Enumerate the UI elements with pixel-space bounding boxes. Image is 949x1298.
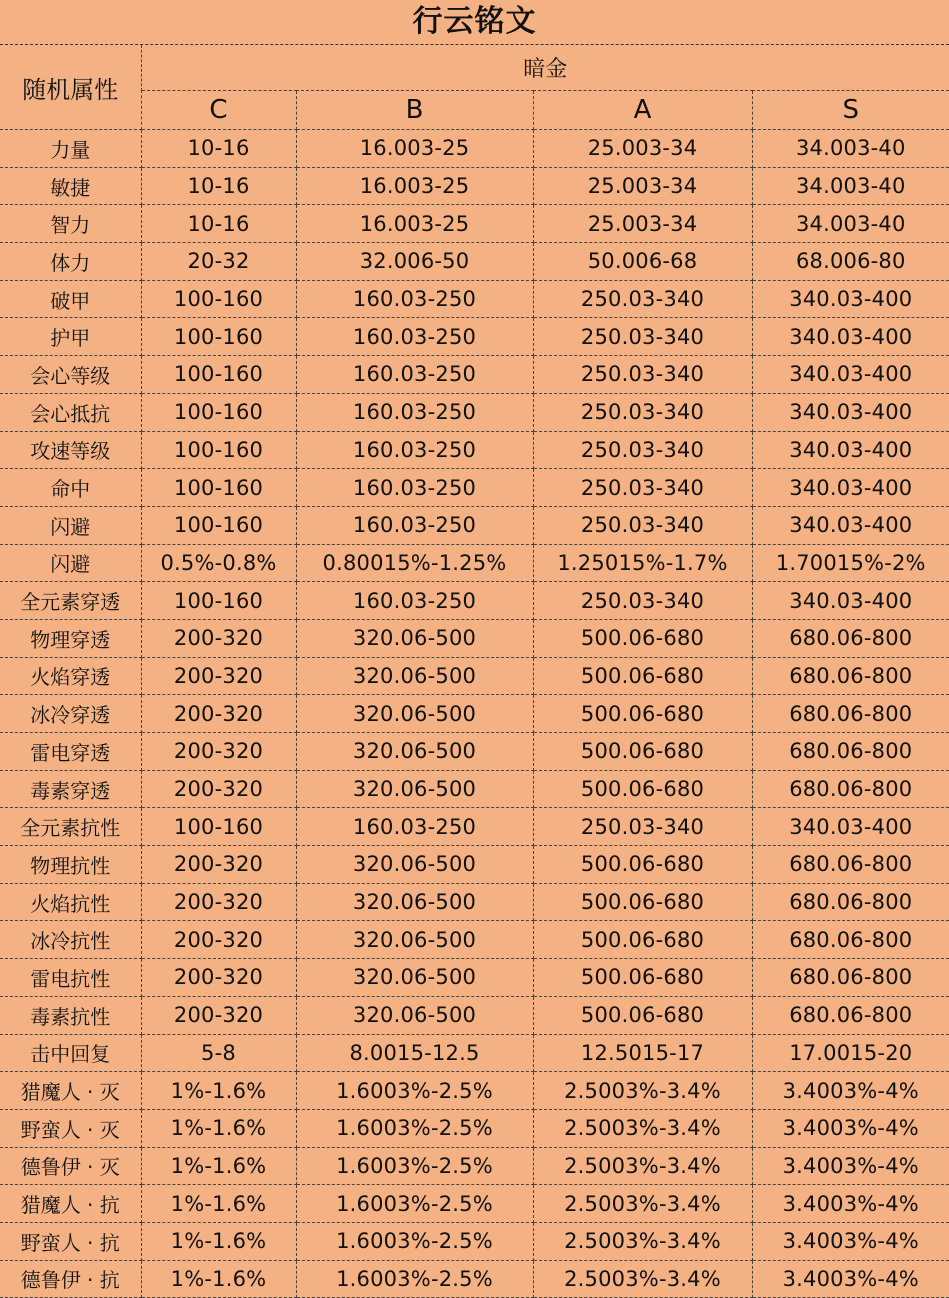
row-attribute-name: 攻速等级 xyxy=(0,431,141,469)
table-row xyxy=(0,1147,949,1185)
value-grade-b: 1.6003%-2.5% xyxy=(296,1072,533,1110)
value-grade-c: 200-320 xyxy=(141,619,296,657)
header-row-grades xyxy=(0,90,949,129)
value-grade-b: 1.6003%-2.5% xyxy=(296,1260,533,1298)
value-grade-b: 320.06-500 xyxy=(296,959,533,997)
row-attribute-name: 雷电穿透 xyxy=(0,733,141,771)
value-grade-c: 10-16 xyxy=(141,205,296,243)
value-grade-a: 2.5003%-3.4% xyxy=(533,1260,752,1298)
attribute-table xyxy=(0,45,949,1298)
value-grade-c: 10-16 xyxy=(141,130,296,168)
table-row xyxy=(0,356,949,394)
value-grade-b: 320.06-500 xyxy=(296,695,533,733)
value-grade-a: 250.03-340 xyxy=(533,506,752,544)
value-grade-a: 500.06-680 xyxy=(533,883,752,921)
value-grade-c: 200-320 xyxy=(141,959,296,997)
value-grade-a: 25.003-34 xyxy=(533,167,752,205)
value-grade-a: 500.06-680 xyxy=(533,657,752,695)
value-grade-c: 100-160 xyxy=(141,431,296,469)
row-attribute-name: 猎魔人 · 抗 xyxy=(0,1185,141,1223)
value-grade-c: 100-160 xyxy=(141,506,296,544)
value-grade-b: 16.003-25 xyxy=(296,205,533,243)
value-grade-b: 320.06-500 xyxy=(296,921,533,959)
value-grade-a: 500.06-680 xyxy=(533,619,752,657)
row-attribute-name: 会心等级 xyxy=(0,356,141,394)
value-grade-c: 200-320 xyxy=(141,733,296,771)
value-grade-a: 50.006-68 xyxy=(533,243,752,281)
value-grade-a: 250.03-340 xyxy=(533,582,752,620)
value-grade-b: 320.06-500 xyxy=(296,770,533,808)
table-row xyxy=(0,243,949,281)
value-grade-b: 16.003-25 xyxy=(296,167,533,205)
table-row xyxy=(0,619,949,657)
row-attribute-name: 全元素抗性 xyxy=(0,808,141,846)
value-grade-a: 500.06-680 xyxy=(533,770,752,808)
header-row-group xyxy=(0,45,949,90)
value-grade-c: 5-8 xyxy=(141,1034,296,1072)
value-grade-c: 200-320 xyxy=(141,921,296,959)
table-row xyxy=(0,280,949,318)
value-grade-s: 680.06-800 xyxy=(752,883,949,921)
value-grade-c: 200-320 xyxy=(141,883,296,921)
value-grade-b: 320.06-500 xyxy=(296,619,533,657)
value-grade-b: 1.6003%-2.5% xyxy=(296,1222,533,1260)
value-grade-c: 200-320 xyxy=(141,770,296,808)
value-grade-b: 16.003-25 xyxy=(296,130,533,168)
value-grade-a: 2.5003%-3.4% xyxy=(533,1072,752,1110)
value-grade-c: 1%-1.6% xyxy=(141,1185,296,1223)
value-grade-a: 2.5003%-3.4% xyxy=(533,1185,752,1223)
row-attribute-name: 猎魔人 · 灭 xyxy=(0,1072,141,1110)
value-grade-c: 100-160 xyxy=(141,318,296,356)
value-grade-b: 160.03-250 xyxy=(296,393,533,431)
value-grade-b: 320.06-500 xyxy=(296,883,533,921)
table-row xyxy=(0,1034,949,1072)
row-attribute-name: 毒素抗性 xyxy=(0,996,141,1034)
row-attribute-name: 冰冷穿透 xyxy=(0,695,141,733)
row-attribute-name: 闪避 xyxy=(0,544,141,582)
value-grade-c: 10-16 xyxy=(141,167,296,205)
table-row xyxy=(0,1222,949,1260)
table-row xyxy=(0,846,949,884)
value-grade-b: 8.0015-12.5 xyxy=(296,1034,533,1072)
value-grade-s: 340.03-400 xyxy=(752,469,949,507)
value-grade-c: 20-32 xyxy=(141,243,296,281)
value-grade-b: 0.80015%-1.25% xyxy=(296,544,533,582)
row-attribute-name: 德鲁伊 · 抗 xyxy=(0,1260,141,1298)
value-grade-s: 17.0015-20 xyxy=(752,1034,949,1072)
row-attribute-name: 击中回复 xyxy=(0,1034,141,1072)
table-row xyxy=(0,1260,949,1298)
table-row xyxy=(0,770,949,808)
row-attribute-name: 智力 xyxy=(0,205,141,243)
value-grade-s: 68.006-80 xyxy=(752,243,949,281)
table-body xyxy=(0,130,949,1298)
value-grade-a: 25.003-34 xyxy=(533,130,752,168)
row-attribute-name: 闪避 xyxy=(0,506,141,544)
table-row xyxy=(0,808,949,846)
value-grade-a: 250.03-340 xyxy=(533,469,752,507)
value-grade-a: 250.03-340 xyxy=(533,280,752,318)
table-row xyxy=(0,393,949,431)
grade-header-c: C xyxy=(141,90,296,129)
group-header-dark-gold: 暗金 xyxy=(141,45,949,90)
row-attribute-name: 野蛮人 · 灭 xyxy=(0,1109,141,1147)
value-grade-s: 3.4003%-4% xyxy=(752,1260,949,1298)
value-grade-s: 340.03-400 xyxy=(752,393,949,431)
value-grade-a: 250.03-340 xyxy=(533,393,752,431)
value-grade-s: 340.03-400 xyxy=(752,431,949,469)
value-grade-s: 3.4003%-4% xyxy=(752,1222,949,1260)
value-grade-b: 160.03-250 xyxy=(296,469,533,507)
value-grade-a: 2.5003%-3.4% xyxy=(533,1147,752,1185)
value-grade-s: 680.06-800 xyxy=(752,733,949,771)
row-attribute-name: 物理穿透 xyxy=(0,619,141,657)
value-grade-s: 680.06-800 xyxy=(752,695,949,733)
value-grade-c: 100-160 xyxy=(141,808,296,846)
value-grade-s: 1.70015%-2% xyxy=(752,544,949,582)
value-grade-a: 500.06-680 xyxy=(533,846,752,884)
table-row xyxy=(0,695,949,733)
value-grade-a: 2.5003%-3.4% xyxy=(533,1222,752,1260)
table-row xyxy=(0,1185,949,1223)
value-grade-s: 680.06-800 xyxy=(752,657,949,695)
value-grade-s: 3.4003%-4% xyxy=(752,1147,949,1185)
value-grade-s: 340.03-400 xyxy=(752,808,949,846)
value-grade-a: 500.06-680 xyxy=(533,695,752,733)
value-grade-s: 3.4003%-4% xyxy=(752,1072,949,1110)
value-grade-a: 250.03-340 xyxy=(533,318,752,356)
value-grade-s: 340.03-400 xyxy=(752,582,949,620)
row-attribute-name: 力量 xyxy=(0,130,141,168)
table-row xyxy=(0,733,949,771)
row-attribute-name: 体力 xyxy=(0,243,141,281)
value-grade-c: 0.5%-0.8% xyxy=(141,544,296,582)
value-grade-c: 200-320 xyxy=(141,695,296,733)
table-row xyxy=(0,582,949,620)
row-attribute-name: 破甲 xyxy=(0,280,141,318)
row-attribute-name: 敏捷 xyxy=(0,167,141,205)
value-grade-a: 250.03-340 xyxy=(533,808,752,846)
value-grade-s: 34.003-40 xyxy=(752,167,949,205)
value-grade-c: 100-160 xyxy=(141,280,296,318)
value-grade-s: 3.4003%-4% xyxy=(752,1109,949,1147)
value-grade-s: 34.003-40 xyxy=(752,130,949,168)
attr-column-header: 随机属性 xyxy=(0,45,141,130)
row-attribute-name: 火焰穿透 xyxy=(0,657,141,695)
row-attribute-name: 德鲁伊 · 灭 xyxy=(0,1147,141,1185)
value-grade-b: 160.03-250 xyxy=(296,356,533,394)
value-grade-s: 3.4003%-4% xyxy=(752,1185,949,1223)
grade-header-a: A xyxy=(533,90,752,129)
grade-header-b: B xyxy=(296,90,533,129)
value-grade-s: 680.06-800 xyxy=(752,996,949,1034)
value-grade-b: 320.06-500 xyxy=(296,657,533,695)
table-row xyxy=(0,469,949,507)
value-grade-a: 250.03-340 xyxy=(533,356,752,394)
value-grade-b: 320.06-500 xyxy=(296,733,533,771)
table-row xyxy=(0,959,949,997)
row-attribute-name: 雷电抗性 xyxy=(0,959,141,997)
value-grade-c: 200-320 xyxy=(141,657,296,695)
value-grade-c: 100-160 xyxy=(141,393,296,431)
value-grade-b: 160.03-250 xyxy=(296,582,533,620)
table-row xyxy=(0,506,949,544)
value-grade-c: 1%-1.6% xyxy=(141,1260,296,1298)
table-row xyxy=(0,205,949,243)
table-row xyxy=(0,1109,949,1147)
row-attribute-name: 野蛮人 · 抗 xyxy=(0,1222,141,1260)
value-grade-b: 1.6003%-2.5% xyxy=(296,1147,533,1185)
row-attribute-name: 命中 xyxy=(0,469,141,507)
value-grade-a: 250.03-340 xyxy=(533,431,752,469)
value-grade-c: 200-320 xyxy=(141,996,296,1034)
value-grade-s: 680.06-800 xyxy=(752,619,949,657)
table-row xyxy=(0,883,949,921)
row-attribute-name: 毒素穿透 xyxy=(0,770,141,808)
value-grade-a: 1.25015%-1.7% xyxy=(533,544,752,582)
value-grade-s: 340.03-400 xyxy=(752,318,949,356)
value-grade-c: 1%-1.6% xyxy=(141,1222,296,1260)
table-row xyxy=(0,544,949,582)
value-grade-c: 1%-1.6% xyxy=(141,1147,296,1185)
table-row xyxy=(0,1072,949,1110)
row-attribute-name: 全元素穿透 xyxy=(0,582,141,620)
value-grade-s: 340.03-400 xyxy=(752,506,949,544)
value-grade-s: 680.06-800 xyxy=(752,921,949,959)
row-attribute-name: 冰冷抗性 xyxy=(0,921,141,959)
row-attribute-name: 护甲 xyxy=(0,318,141,356)
table-row xyxy=(0,657,949,695)
value-grade-a: 500.06-680 xyxy=(533,733,752,771)
value-grade-b: 160.03-250 xyxy=(296,318,533,356)
table-row xyxy=(0,167,949,205)
value-grade-b: 1.6003%-2.5% xyxy=(296,1109,533,1147)
value-grade-a: 12.5015-17 xyxy=(533,1034,752,1072)
value-grade-a: 2.5003%-3.4% xyxy=(533,1109,752,1147)
value-grade-s: 340.03-400 xyxy=(752,356,949,394)
value-grade-b: 32.006-50 xyxy=(296,243,533,281)
value-grade-a: 500.06-680 xyxy=(533,996,752,1034)
row-attribute-name: 火焰抗性 xyxy=(0,883,141,921)
value-grade-c: 1%-1.6% xyxy=(141,1109,296,1147)
value-grade-b: 320.06-500 xyxy=(296,846,533,884)
table-row xyxy=(0,318,949,356)
value-grade-b: 160.03-250 xyxy=(296,431,533,469)
value-grade-a: 500.06-680 xyxy=(533,921,752,959)
value-grade-s: 680.06-800 xyxy=(752,846,949,884)
value-grade-b: 160.03-250 xyxy=(296,506,533,544)
value-grade-b: 160.03-250 xyxy=(296,808,533,846)
table-row xyxy=(0,431,949,469)
value-grade-s: 340.03-400 xyxy=(752,280,949,318)
value-grade-a: 500.06-680 xyxy=(533,959,752,997)
row-attribute-name: 会心抵抗 xyxy=(0,393,141,431)
value-grade-b: 1.6003%-2.5% xyxy=(296,1185,533,1223)
row-attribute-name: 物理抗性 xyxy=(0,846,141,884)
page-title: 行云铭文 xyxy=(0,0,949,45)
value-grade-b: 160.03-250 xyxy=(296,280,533,318)
value-grade-b: 320.06-500 xyxy=(296,996,533,1034)
value-grade-c: 100-160 xyxy=(141,356,296,394)
value-grade-s: 34.003-40 xyxy=(752,205,949,243)
table-row xyxy=(0,996,949,1034)
value-grade-c: 1%-1.6% xyxy=(141,1072,296,1110)
value-grade-s: 680.06-800 xyxy=(752,770,949,808)
value-grade-a: 25.003-34 xyxy=(533,205,752,243)
table-row xyxy=(0,921,949,959)
value-grade-s: 680.06-800 xyxy=(752,959,949,997)
grade-header-s: S xyxy=(752,90,949,129)
value-grade-c: 100-160 xyxy=(141,469,296,507)
value-grade-c: 100-160 xyxy=(141,582,296,620)
value-grade-c: 200-320 xyxy=(141,846,296,884)
table-row xyxy=(0,130,949,168)
